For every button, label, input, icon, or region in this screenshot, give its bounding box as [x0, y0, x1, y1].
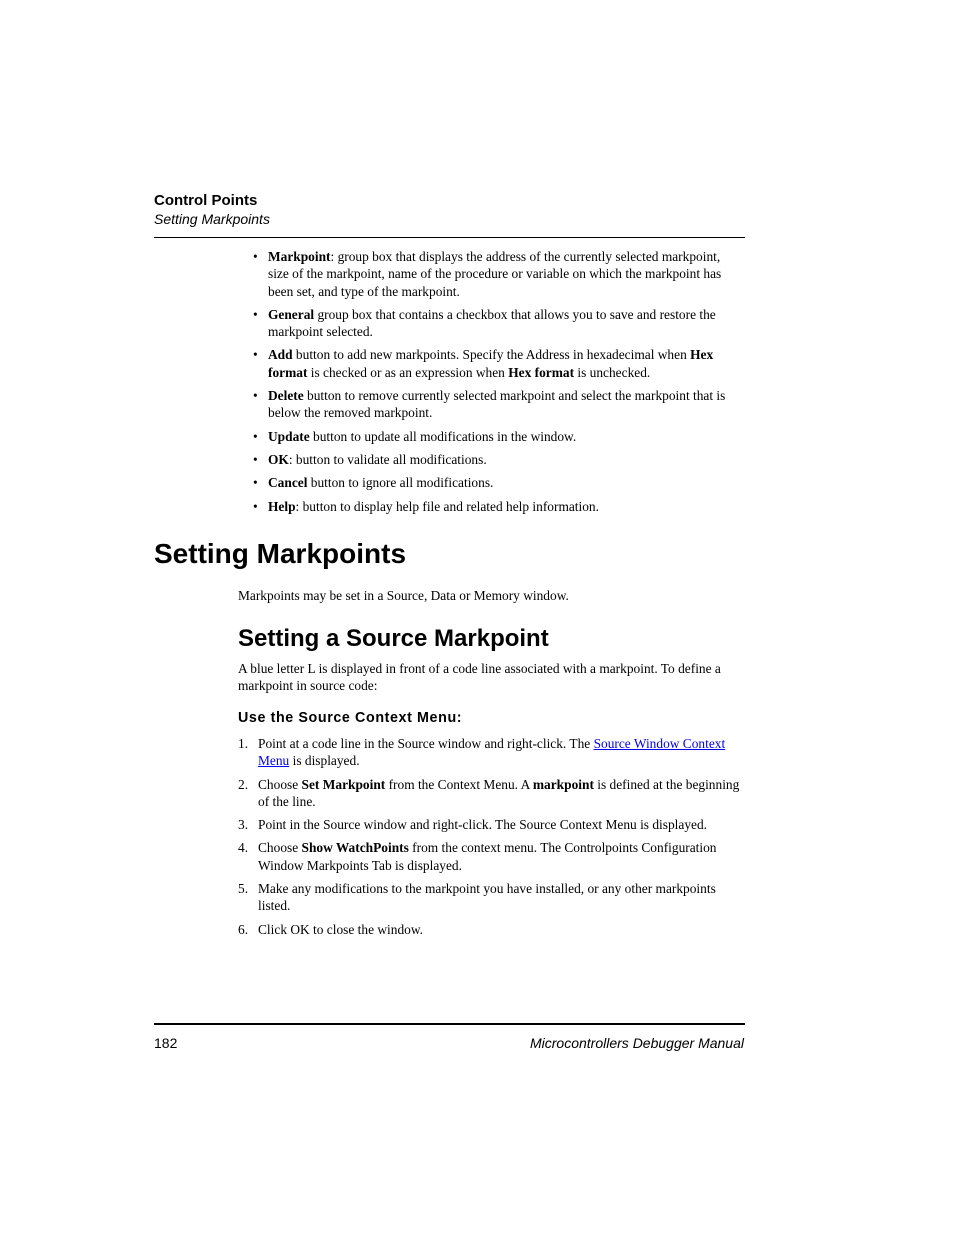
bullet-glyph: •	[253, 451, 258, 467]
header-rule	[154, 237, 745, 238]
footer-rule	[154, 1023, 745, 1025]
subsection-heading: Setting a Source Markpoint	[238, 625, 549, 652]
chapter-title: Control Points	[154, 192, 258, 209]
term: Update	[268, 428, 310, 444]
step-item	[238, 921, 744, 938]
term: OK	[268, 451, 289, 467]
step-text: Make any modifications to the markpoint you have installed, or any other markpoints listed.	[258, 881, 716, 914]
step-text: is displayed.	[289, 753, 360, 769]
description: : group box that displays the address of the currently selected markpoint, size of the markpoint, name of the procedure or variable on which the markpoint has been set, and type of the markpoint.	[268, 249, 722, 299]
step-number: 2.	[238, 776, 249, 792]
step-text: Point in the Source window and right-click. The Source Context Menu is displayed.	[258, 817, 708, 833]
option-name: Hex format	[268, 347, 714, 380]
term: Help	[268, 498, 296, 514]
step-text: from the context menu. The Controlpoints Configuration Window Markpoints Tab is displayed.	[258, 840, 717, 873]
step-text: from the Context Menu. A	[385, 776, 533, 792]
step-number: 6.	[238, 921, 249, 937]
step-text: is defined at the beginning of the line.	[258, 776, 740, 809]
section-title: Setting Markpoints	[154, 211, 270, 227]
description: button to remove currently selected markpoint and select the markpoint that is below the removed markpoint.	[268, 388, 726, 421]
bullet-glyph: •	[253, 498, 258, 514]
list-item	[238, 387, 744, 422]
running-header	[154, 191, 745, 228]
option-name: Hex format	[508, 364, 575, 380]
step-item	[238, 735, 744, 770]
step-text: Choose	[258, 840, 302, 856]
step-number: 1.	[238, 736, 249, 751]
step-text: Choose	[258, 776, 302, 792]
step-number: 4.	[238, 840, 249, 856]
description: button to add new markpoints. Specify the Address in hexadecimal when	[292, 347, 691, 363]
section-heading: Setting Markpoints	[154, 538, 407, 569]
subsection-paragraph: A blue letter L is displayed in front of a code line associated with a markpoint. To define a markpoint in source code:	[238, 661, 721, 694]
bullet-glyph: •	[253, 388, 258, 404]
description: : button to validate all modifications.	[288, 451, 487, 467]
page-number: 182	[154, 1035, 178, 1051]
section-intro: Markpoints may be set in a Source, Data or Memory window.	[238, 588, 569, 603]
step-item	[238, 776, 744, 811]
list-item	[238, 474, 744, 491]
menu-command: Show WatchPoints	[301, 840, 409, 856]
step-number: 5.	[238, 881, 249, 897]
term: Delete	[268, 388, 304, 404]
list-item	[238, 498, 744, 515]
term: General	[268, 306, 315, 322]
field-description-list	[238, 248, 744, 521]
list-item	[238, 451, 744, 468]
term: Markpoint	[268, 249, 331, 264]
manual-title: Microcontrollers Debugger Manual	[530, 1035, 744, 1051]
list-item	[238, 306, 744, 341]
step-text: Point at a code line in the Source window and right-click. The	[258, 736, 594, 751]
bullet-glyph: •	[253, 347, 258, 363]
step-item	[238, 880, 744, 915]
description: button to ignore all modifications.	[307, 475, 494, 491]
procedure-steps	[238, 735, 744, 944]
list-item	[238, 346, 744, 381]
list-item	[238, 428, 744, 445]
bullet-glyph: •	[253, 475, 258, 491]
term: Cancel	[268, 475, 308, 491]
menu-command: Set Markpoint	[301, 776, 386, 792]
procedure-heading: Use the Source Context Menu:	[238, 710, 463, 726]
bullet-glyph: •	[253, 249, 258, 264]
description: : button to display help file and related help information.	[295, 498, 599, 514]
description: is unchecked.	[574, 364, 651, 380]
list-item	[238, 248, 744, 300]
step-number: 3.	[238, 817, 249, 833]
term: markpoint	[532, 776, 594, 792]
description: group box that contains a checkbox that allows you to save and restore the markpoint selected.	[268, 306, 716, 340]
bullet-glyph: •	[253, 306, 258, 322]
step-item	[238, 816, 744, 833]
source-window-context-menu-link[interactable]: Source Window Context Menu	[258, 736, 726, 769]
step-text: Click OK to close the window.	[258, 921, 424, 937]
bullet-glyph: •	[253, 428, 258, 444]
description: button to update all modifications in the window.	[309, 428, 577, 444]
step-item	[238, 839, 744, 874]
term: Add	[268, 347, 293, 363]
description: is checked or as an expression when	[307, 364, 509, 380]
